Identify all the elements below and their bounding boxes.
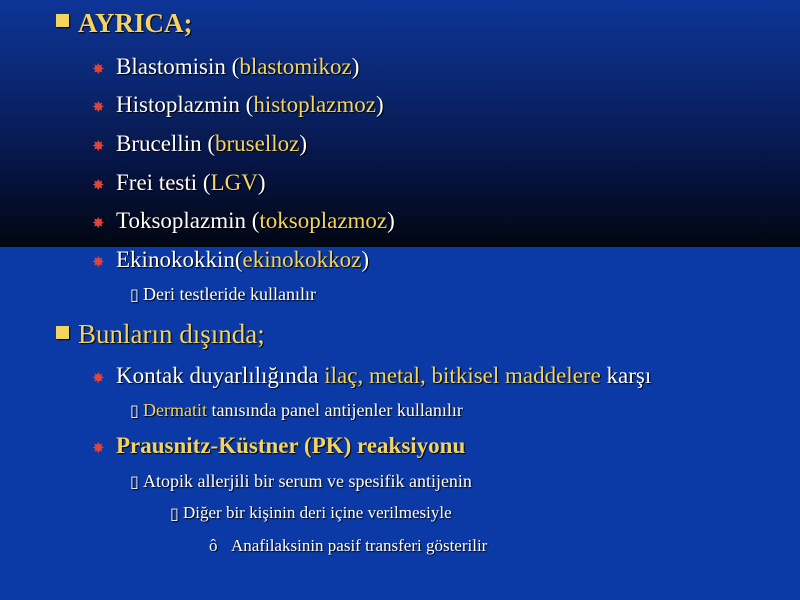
- list-item: Blastomisin (blastomikoz): [116, 54, 360, 79]
- sub-item-atopik: Atopik allerjili bir serum ve spesifik antijenin: [143, 471, 472, 491]
- star-bullet-icon: ✸: [92, 98, 105, 116]
- list-item: Ekinokokkin(ekinokokkoz): [116, 247, 369, 272]
- anafilaksi-bullet: ô: [209, 536, 218, 555]
- list-item: Toksoplazmin (toksoplazmoz): [116, 208, 395, 233]
- square-bullet-icon: [56, 14, 69, 27]
- list-item-kontak: Kontak duyarlılığında ilaç, metal, bitkisel maddelere karşı: [116, 363, 652, 388]
- heading-bunlarin-disinda: Bunların dışında;: [78, 319, 265, 349]
- heading-ayrica: AYRICA;: [78, 8, 193, 38]
- sub-item-diger: Diğer bir kişinin deri içine verilmesiyle: [183, 503, 452, 522]
- star-bullet-icon: ✸: [92, 369, 105, 387]
- star-bullet-icon: ✸: [92, 253, 105, 271]
- list-item: Frei testi (LGV): [116, 170, 266, 195]
- sub-item-anafilaksi: Anafilaksinin pasif transferi gösterilir: [231, 536, 488, 555]
- list-item: Histoplazmin (histoplazmoz): [116, 92, 384, 117]
- list-item-pk-reaksiyonu: Prausnitz-Küstner (PK) reaksiyonu: [116, 433, 466, 458]
- sub-bullet-icon: ▯: [130, 472, 139, 491]
- list-item: Brucellin (bruselloz): [116, 131, 307, 156]
- sub-bullet-icon: ▯: [170, 504, 179, 523]
- sub-bullet-icon: ▯: [130, 285, 139, 304]
- star-bullet-icon: ✸: [92, 439, 105, 457]
- star-bullet-icon: ✸: [92, 214, 105, 232]
- sub-item-dermatit: Dermatit tanısında panel antijenler kullanılır: [143, 400, 463, 420]
- sub-item-deri-testleri: Deri testleride kullanılır: [143, 284, 316, 304]
- star-bullet-icon: ✸: [92, 176, 105, 194]
- square-bullet-icon: [56, 326, 69, 339]
- sub-bullet-icon: ▯: [130, 401, 139, 420]
- star-bullet-icon: ✸: [92, 137, 105, 155]
- star-bullet-icon: ✸: [92, 60, 105, 78]
